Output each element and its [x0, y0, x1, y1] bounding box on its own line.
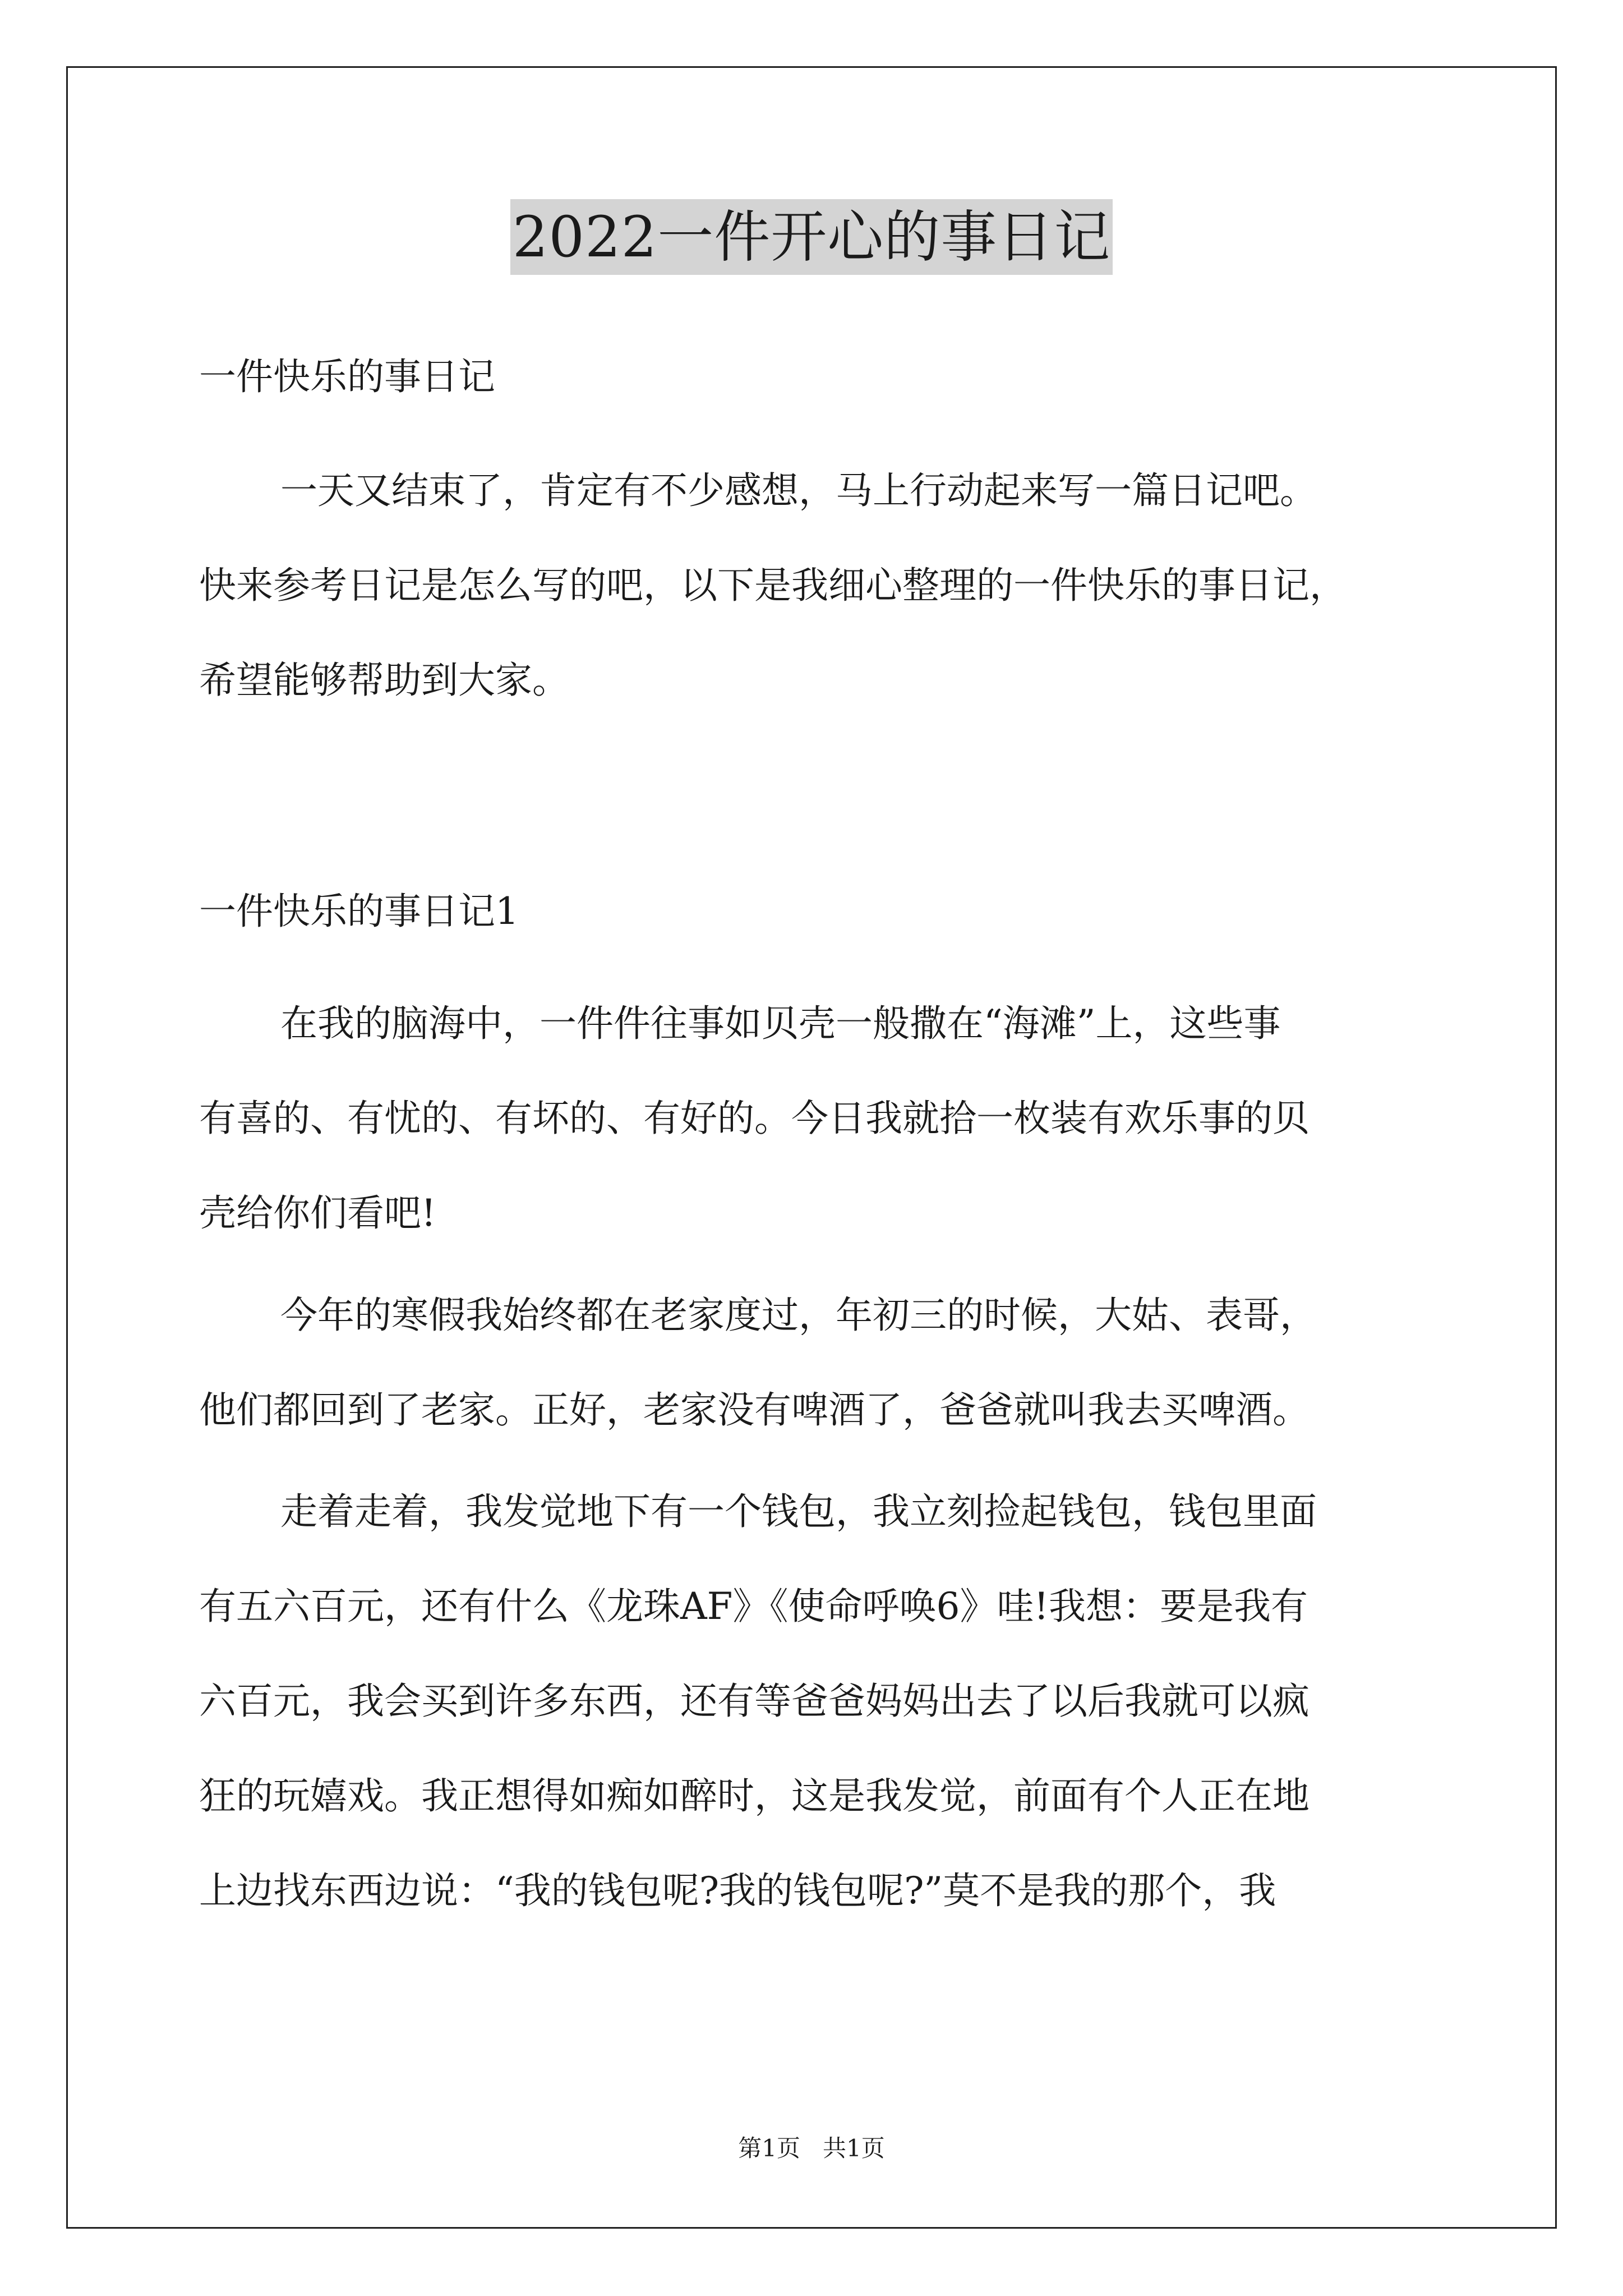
body-paragraph-1: [199, 976, 1433, 1260]
document-title: 2022一件开心的事日记: [510, 199, 1113, 275]
paragraph-line: 今年的寒假我始终都在老家度过，年初三的时候，大姑、表哥，: [280, 1294, 1317, 1337]
section-heading: 一件快乐的事日记1: [199, 890, 519, 933]
paragraph-line: 有喜的、有忧的、有坏的、有好的。今日我就拾一枚装有欢乐事的贝: [199, 1097, 1310, 1140]
paragraph-line: 有五六百元，还有什么《龙珠AF》《使命呼唤6》哇!我想：要是我有: [199, 1585, 1308, 1628]
paragraph-line: 他们都回到了老家。正好，老家没有啤酒了，爸爸就叫我去买啤酒。: [199, 1388, 1310, 1432]
paragraph-line: 狂的玩嬉戏。我正想得如痴如醉时，这是我发觉，前面有个人正在地: [199, 1774, 1310, 1818]
body-paragraph-2: [199, 1268, 1433, 1457]
body-paragraph-3: [199, 1464, 1433, 1938]
paragraph-line: 在我的脑海中，一件件往事如贝壳一般撒在“海滩”上，这些事: [280, 1002, 1281, 1045]
title-container: [0, 199, 1623, 275]
paragraph-line: 六百元，我会买到许多东西，还有等爸爸妈妈出去了以后我就可以疯: [199, 1680, 1310, 1723]
paragraph-line: 上边找东西边说：“我的钱包呢?我的钱包呢?”莫不是我的那个，我: [199, 1869, 1276, 1912]
page-footer: 第1页 共1页: [738, 2134, 885, 2162]
intro-paragraph: [199, 443, 1433, 728]
intro-line-1: 一天又结束了，肯定有不少感想，马上行动起来写一篇日记吧。: [280, 469, 1317, 512]
paragraph-line: 壳给你们看吧!: [199, 1191, 436, 1235]
document-subtitle: 一件快乐的事日记: [199, 355, 495, 398]
intro-line-2: 快来参考日记是怎么写的吧，以下是我细心整理的一件快乐的事日记，: [199, 564, 1347, 607]
intro-line-3: 希望能够帮助到大家。: [199, 659, 569, 702]
paragraph-line: 走着走着，我发觉地下有一个钱包，我立刻捡起钱包，钱包里面: [280, 1490, 1317, 1533]
